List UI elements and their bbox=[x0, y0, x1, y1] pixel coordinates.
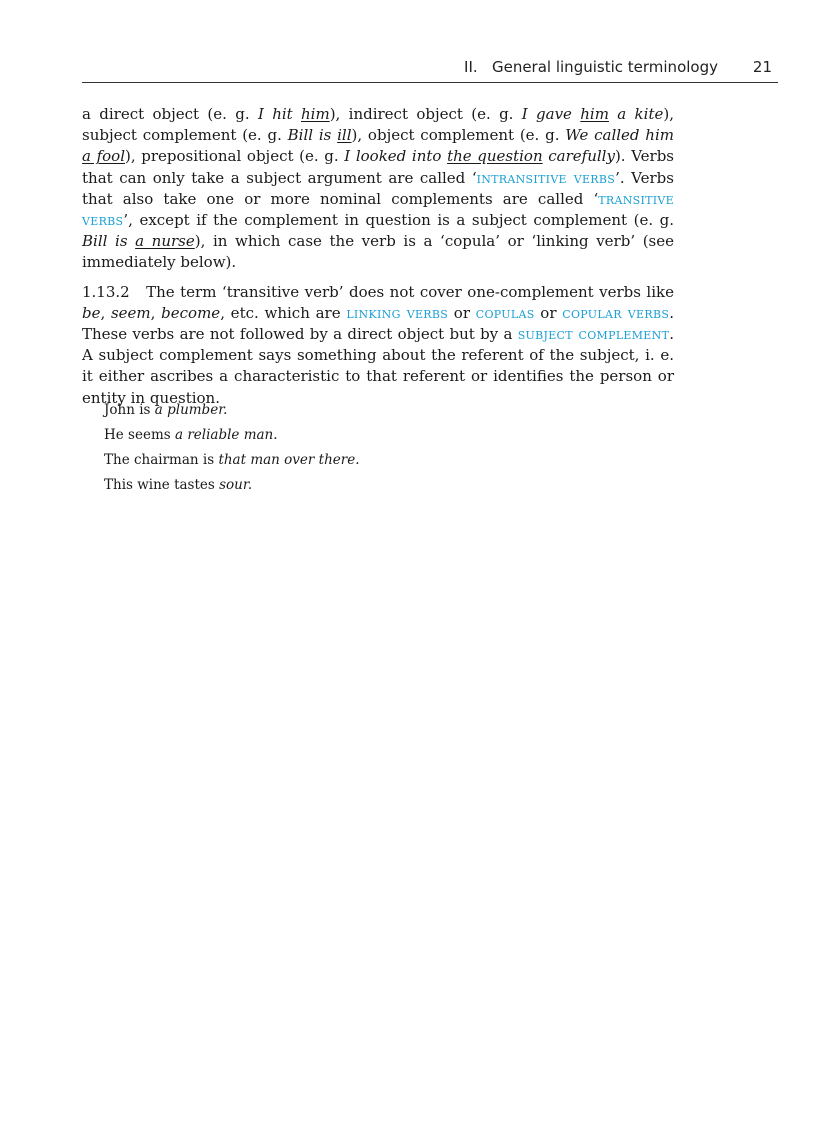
text-span: . These verbs are not followed by a direct object but by a bbox=[82, 303, 674, 344]
underlined-constituent: him bbox=[301, 105, 330, 123]
example-italic: I looked into bbox=[344, 147, 448, 166]
underlined-constituent: him bbox=[580, 105, 609, 123]
text-span: . A subject complement says something about the referent of the subject, i. e. it either ascribes a characteristic to that referent or identifies the person or entity in question. bbox=[82, 325, 674, 407]
text-span: a direct object (e. g. bbox=[82, 105, 258, 123]
text-span: ’, except if the complement in question is a subject complement (e. g. bbox=[123, 211, 674, 230]
example-plain: John is bbox=[104, 402, 155, 418]
example-italic: a kite bbox=[608, 105, 664, 123]
section-number-and-text: 1.13.2 The term ‘transitive verb’ does not cover one-complement verbs like bbox=[82, 282, 679, 301]
example-plain: The chairman is bbox=[104, 452, 219, 468]
example-italic: Bill is bbox=[287, 126, 338, 145]
text-span: ), prepositional object (e. g. bbox=[125, 147, 345, 166]
text-span: , bbox=[100, 303, 111, 322]
example-italic: that man over there. bbox=[218, 452, 360, 468]
example-sentence bbox=[104, 423, 664, 448]
example-italic: sour. bbox=[219, 477, 253, 493]
term-copulas: copulas bbox=[475, 303, 535, 322]
text-span: ), indirect object (e. g. bbox=[329, 105, 522, 123]
text-span: , bbox=[150, 303, 162, 322]
example-plain: This wine tastes bbox=[104, 477, 220, 493]
text-span: or bbox=[534, 303, 563, 322]
term-intransitive-verbs: intransitive verbs bbox=[476, 168, 616, 187]
example-italic: be bbox=[82, 303, 101, 322]
text-span: , etc. which are bbox=[220, 303, 347, 322]
example-italic: become bbox=[161, 303, 221, 322]
example-italic: a plumber. bbox=[154, 402, 228, 418]
term-linking-verbs: linking verbs bbox=[346, 303, 449, 322]
page-number: 21 bbox=[752, 58, 772, 76]
example-italic: I hit bbox=[257, 105, 302, 123]
text-span: ). Verbs that can only take a subject argument are called ‘ bbox=[82, 147, 674, 187]
example-sentence bbox=[104, 473, 664, 498]
term-copular-verbs: copular verbs bbox=[562, 303, 670, 322]
text-span: ), subject complement (e. g. bbox=[82, 105, 674, 145]
underlined-constituent: the question bbox=[447, 147, 543, 166]
example-sentence bbox=[104, 448, 664, 473]
text-span: ), in which case the verb is a ‘copula’ or ‘linking verb’ (see immediately below). bbox=[82, 232, 675, 272]
example-sentence bbox=[104, 398, 664, 423]
body-text bbox=[82, 104, 679, 417]
example-plain: He seems bbox=[104, 427, 175, 443]
example-italic: carefully bbox=[542, 147, 615, 166]
text-span: ’. Verbs that also take one or more nominal complements are called ‘ bbox=[82, 168, 674, 208]
chapter-title: II. General linguistic terminology bbox=[464, 58, 718, 76]
underlined-constituent: ill bbox=[337, 126, 352, 145]
term-subject-complement: subject complement bbox=[517, 325, 670, 344]
term-transitive-verbs: transitive verbs bbox=[82, 189, 674, 230]
paragraph-2 bbox=[82, 282, 679, 409]
running-header bbox=[82, 58, 778, 83]
underlined-constituent: a nurse bbox=[135, 232, 195, 251]
text-span: ), object complement (e. g. bbox=[351, 126, 566, 145]
example-italic: I gave bbox=[521, 105, 581, 123]
example-list bbox=[104, 398, 664, 498]
example-italic: We called him bbox=[565, 126, 674, 145]
text-span: or bbox=[448, 303, 476, 322]
example-italic: seem bbox=[110, 303, 151, 322]
paragraph-1 bbox=[82, 104, 674, 274]
example-italic: Bill is bbox=[82, 232, 136, 251]
example-italic: a reliable man. bbox=[174, 427, 278, 443]
underlined-constituent: a fool bbox=[82, 147, 125, 166]
